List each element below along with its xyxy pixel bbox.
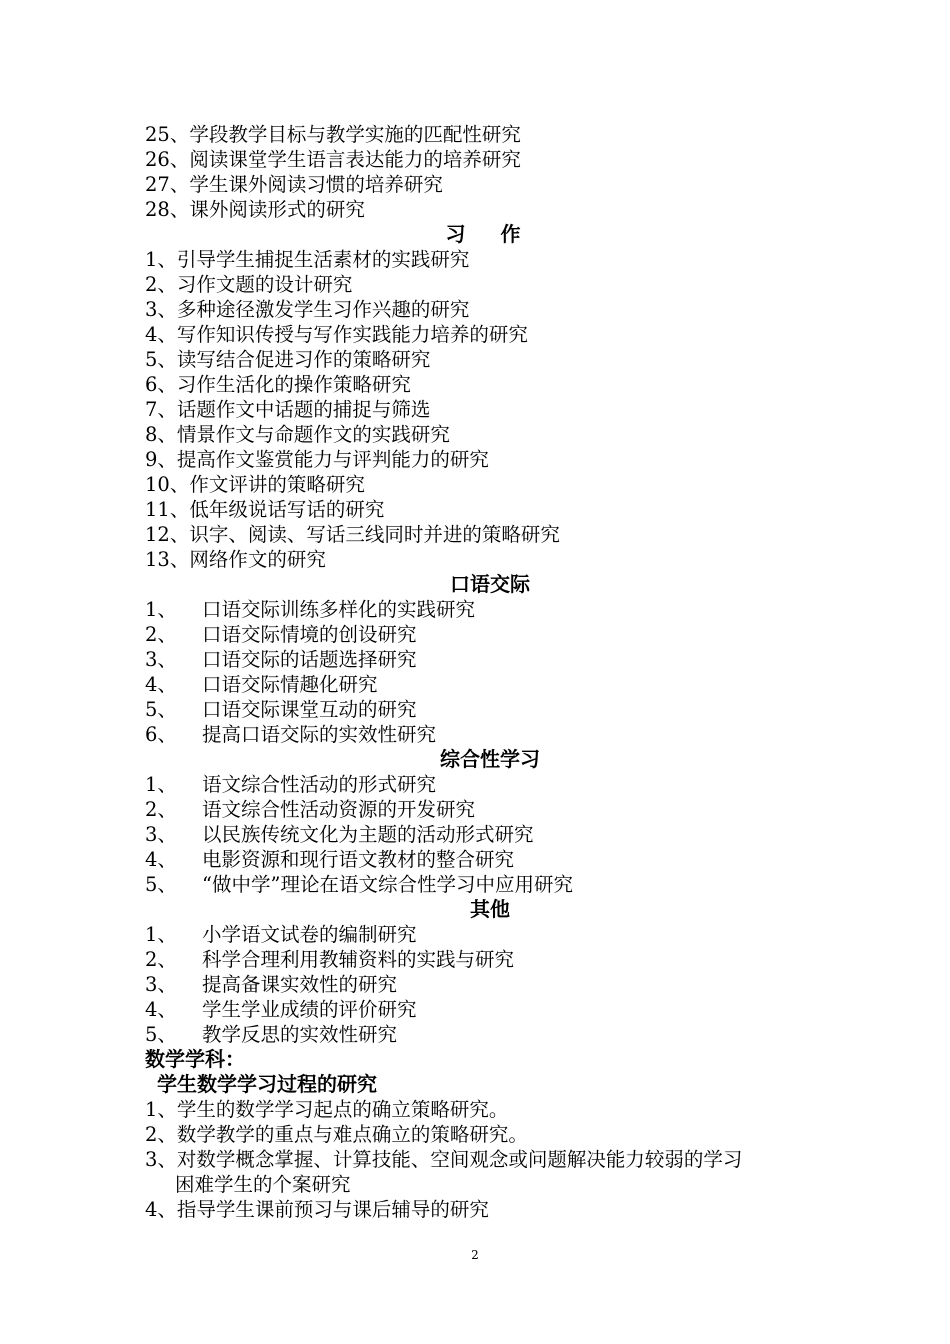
section-heading-comprehensive: 综合性学习 [440, 747, 540, 771]
list-item: 4、写作知识传授与写作实践能力培养的研究 [145, 323, 528, 346]
item-text: 以民族传统文化为主题的活动形式研究 [202, 823, 534, 846]
item-text: 教学反思的实效性研究 [202, 1023, 398, 1046]
item-text: 口语交际情趣化研究 [202, 673, 378, 696]
item-number: 5、 [145, 698, 177, 721]
item-number: 1、 [145, 773, 177, 796]
item-text: 口语交际情境的创设研究 [202, 623, 417, 646]
section-heading-oral: 口语交际 [450, 572, 530, 596]
list-item [145, 947, 825, 972]
list-item: 4、指导学生课前预习与课后辅导的研究 [145, 1198, 489, 1221]
list-item: 5、读写结合促进习作的策略研究 [145, 348, 431, 371]
item-number: 3、 [145, 823, 177, 846]
item-text: 电影资源和现行语文教材的整合研究 [202, 848, 515, 871]
item-number: 1、 [145, 598, 177, 621]
item-number: 2、 [145, 948, 177, 971]
list-item [145, 847, 825, 872]
list-item [145, 972, 825, 997]
list-item: 11、低年级说话写话的研究 [145, 498, 385, 521]
item-text: 口语交际训练多样化的实践研究 [202, 598, 476, 621]
page-content [145, 122, 825, 1222]
list-item: 13、网络作文的研究 [145, 548, 326, 571]
list-item [145, 997, 825, 1022]
item-number: 1、 [145, 923, 177, 946]
list-item: 12、识字、阅读、写话三线同时并进的策略研究 [145, 523, 560, 546]
page-number: 2 [471, 1248, 479, 1262]
list-item: 25、学段教学目标与教学实施的匹配性研究 [145, 123, 521, 146]
list-item: 1、学生的数学学习起点的确立策略研究。 [145, 1098, 509, 1121]
list-item [145, 697, 825, 722]
item-number: 3、 [145, 973, 177, 996]
list-item: 2、习作文题的设计研究 [145, 273, 353, 296]
math-section-title: 数学学科： [145, 1047, 245, 1071]
list-item: 9、提高作文鉴赏能力与评判能力的研究 [145, 448, 489, 471]
list-item [145, 722, 825, 747]
list-item: 8、情景作文与命题作文的实践研究 [145, 423, 450, 446]
item-text: 学生学业成绩的评价研究 [202, 998, 417, 1021]
list-item: 10、作文评讲的策略研究 [145, 473, 365, 496]
item-text: 语文综合性活动资源的开发研究 [202, 798, 476, 821]
list-item [145, 622, 825, 647]
list-item [145, 872, 825, 897]
list-item: 26、阅读课堂学生语言表达能力的培养研究 [145, 148, 521, 171]
list-item: 28、课外阅读形式的研究 [145, 198, 365, 221]
item-number: 4、 [145, 673, 177, 696]
item-text: 提高口语交际的实效性研究 [202, 723, 437, 746]
math-subsection-title: 学生数学学习过程的研究 [157, 1072, 377, 1096]
item-number: 4、 [145, 848, 177, 871]
list-item: 1、引导学生捕捉生活素材的实践研究 [145, 248, 470, 271]
item-text: 科学合理利用教辅资料的实践与研究 [202, 948, 515, 971]
item-text: 提高备课实效性的研究 [202, 973, 398, 996]
item-number: 6、 [145, 723, 177, 746]
list-item [145, 922, 825, 947]
list-item: 6、习作生活化的操作策略研究 [145, 373, 411, 396]
item-number: 4、 [145, 998, 177, 1021]
list-item [145, 1022, 825, 1047]
item-number: 2、 [145, 623, 177, 646]
item-number: 5、 [145, 1023, 177, 1046]
list-item [145, 647, 825, 672]
item-text: 小学语文试卷的编制研究 [202, 923, 417, 946]
list-item [145, 597, 825, 622]
list-item [145, 672, 825, 697]
item-number: 3、 [145, 648, 177, 671]
list-item-continuation: 困难学生的个案研究 [175, 1173, 351, 1196]
list-item: 7、话题作文中话题的捕捉与筛选 [145, 398, 431, 421]
list-item: 3、对数学概念掌握、计算技能、空间观念或问题解决能力较弱的学习 [145, 1148, 743, 1171]
list-item [145, 822, 825, 847]
item-text: 口语交际课堂互动的研究 [202, 698, 417, 721]
item-number: 5、 [145, 873, 177, 896]
section-heading-other: 其他 [470, 897, 510, 921]
list-item [145, 797, 825, 822]
list-item: 2、数学教学的重点与难点确立的策略研究。 [145, 1123, 528, 1146]
section-heading-writing: 习 作 [445, 222, 535, 246]
list-item: 27、学生课外阅读习惯的培养研究 [145, 173, 443, 196]
item-text: 语文综合性活动的形式研究 [202, 773, 437, 796]
item-text: 口语交际的话题选择研究 [202, 648, 417, 671]
item-text: “做中学”理论在语文综合性学习中应用研究 [202, 873, 573, 896]
item-number: 2、 [145, 798, 177, 821]
list-item [145, 772, 825, 797]
list-item: 3、多种途径激发学生习作兴趣的研究 [145, 298, 470, 321]
